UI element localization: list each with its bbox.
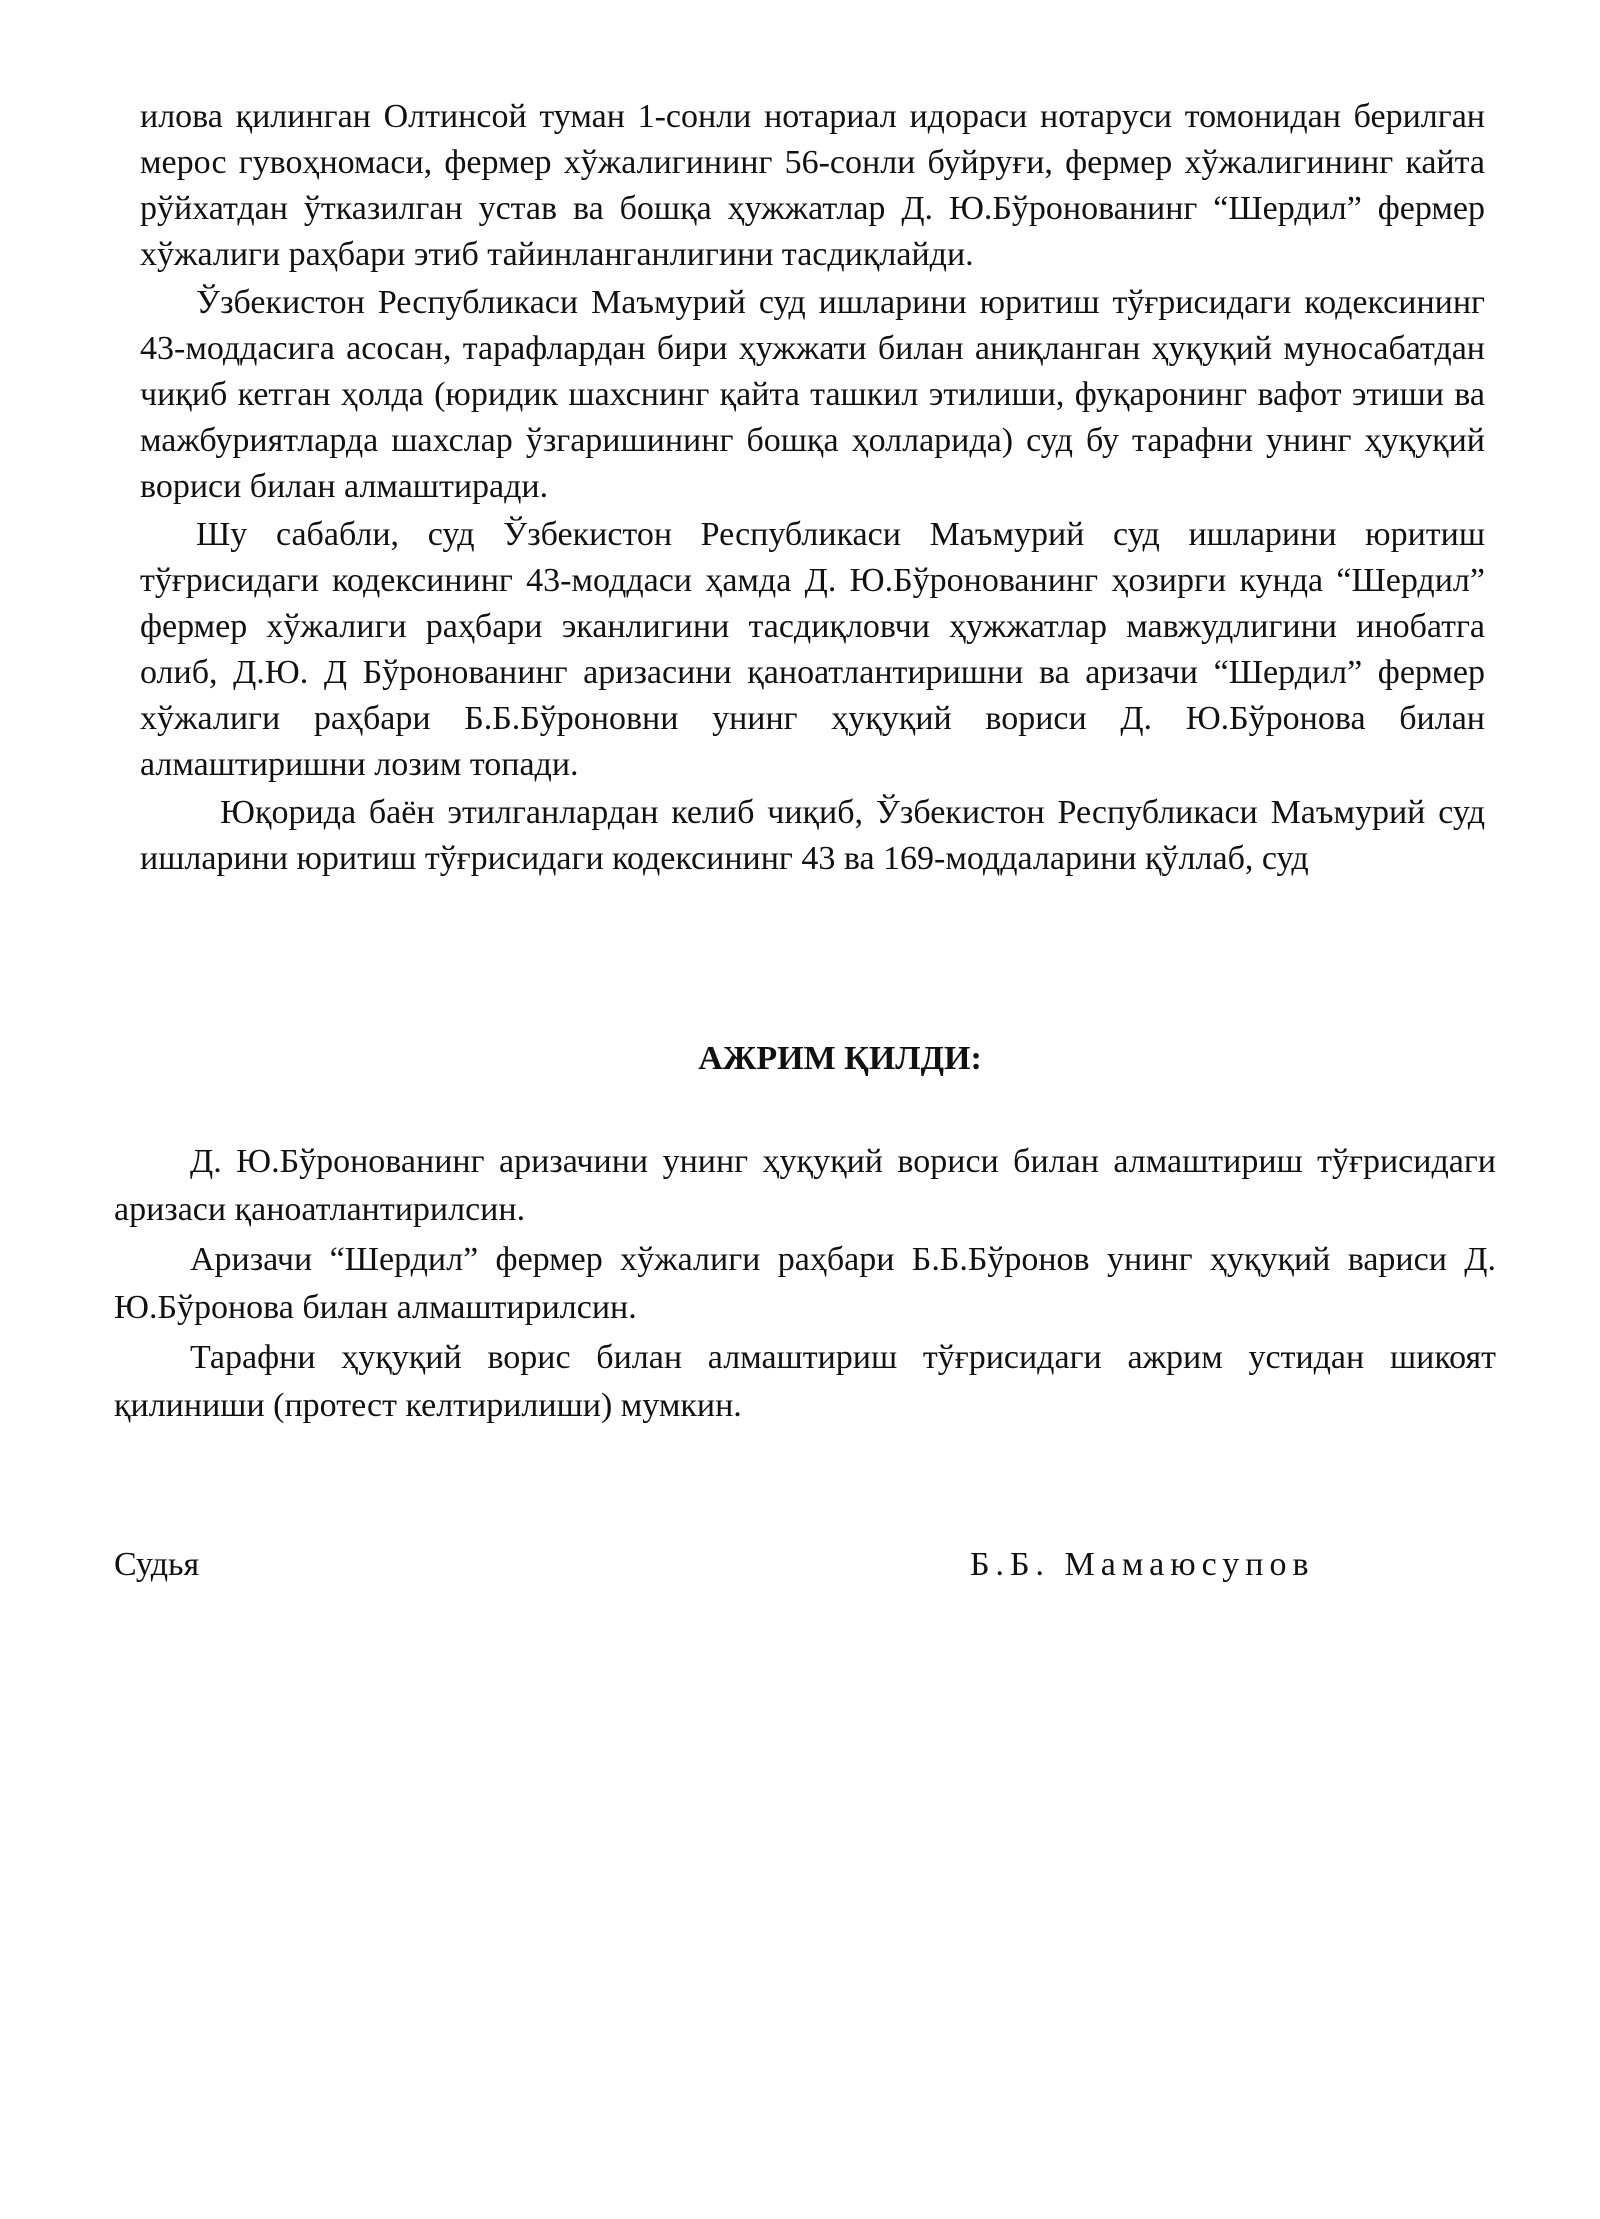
- document-body-upper: [140, 94, 1485, 882]
- judge-name: Б.Б. Мамаюсупов: [970, 1546, 1315, 1583]
- paragraph-code-article-43: Ўзбекистон Республикаси Маъмурий суд ишларини юритиш тўғрисидаги кодексининг 43-моддасига асосан, тарафлардан бири ҳужжати билан аниқланган ҳуқуқий муносабатдан чиқиб кетган ҳолда (юридик шахснинг қайта ташкил этилиши, фуқаронинг вафот этиши ва мажбуриятларда шахслар ўзгаришининг бошқа ҳолларида) суд бу тарафни унинг ҳуқуқий вориси билан алмаштиради.: [140, 284, 1485, 505]
- paragraph-legal-basis: Юқорида баён этилганлардан келиб чиқиб, Ўзбекистон Республикаси Маъмурий суд ишларини юритиш тўғрисидаги кодексининг 43 ва 169-моддаларини қўллаб, суд: [140, 794, 1485, 877]
- ruling-body: [114, 1138, 1496, 1430]
- ruling-item-substitution: Аризачи “Шердил” фермер хўжалиги раҳбари Б.Б.Бўронов унинг ҳуқуқий вариси Д. Ю.Бўронова билан алмаштирилсин.: [114, 1241, 1496, 1326]
- ruling-item-application-granted: Д. Ю.Бўронованинг аризачини унинг ҳуқуқий вориси билан алмаштириш тўғрисидаги аризаси қаноатлантирилсин.: [114, 1143, 1496, 1228]
- paragraph-continuation: илова қилинган Олтинсой туман 1-сонли нотариал идораси нотаруси томонидан берилган мерос гувоҳномаси, фермер хўжалигининг 56-сонли буйруғи, фермер хўжалигининг кайта рўйхатдан ўтказилган устав ва бошқа ҳужжатлар Д. Ю.Бўронованинг “Шердил” фермер хўжалиги раҳбари этиб тайинланганлигини тасдиқлайди.: [140, 98, 1485, 273]
- ruling-item-appeal-right: Тарафни ҳуқуқий ворис билан алмаштириш тўғрисидаги ажрим устидан шикоят қилиниши (протест келтирилиши) мумкин.: [114, 1339, 1496, 1424]
- paragraph-court-reasoning: Шу сабабли, суд Ўзбекистон Республикаси Маъмурий суд ишларини юритиш тўғрисидаги кодексининг 43-моддаси ҳамда Д. Ю.Бўронованинг ҳозирги кунда “Шердил” фермер хўжалиги раҳбари эканлигини тасдиқловчи ҳужжатлар мавжудлигини инобатга олиб, Д.Ю. Д Бўронованинг аризасини қаноатлантиришни ва аризачи “Шердил” фермер хўжалиги раҳбари Б.Б.Бўроновни унинг ҳуқуқий вориси Д. Ю.Бўронова билан алмаштиришни лозим топади.: [140, 516, 1485, 783]
- judge-role-label: Судья: [114, 1546, 200, 1583]
- ruling-heading: АЖРИМ ҚИЛДИ:: [698, 1040, 982, 1077]
